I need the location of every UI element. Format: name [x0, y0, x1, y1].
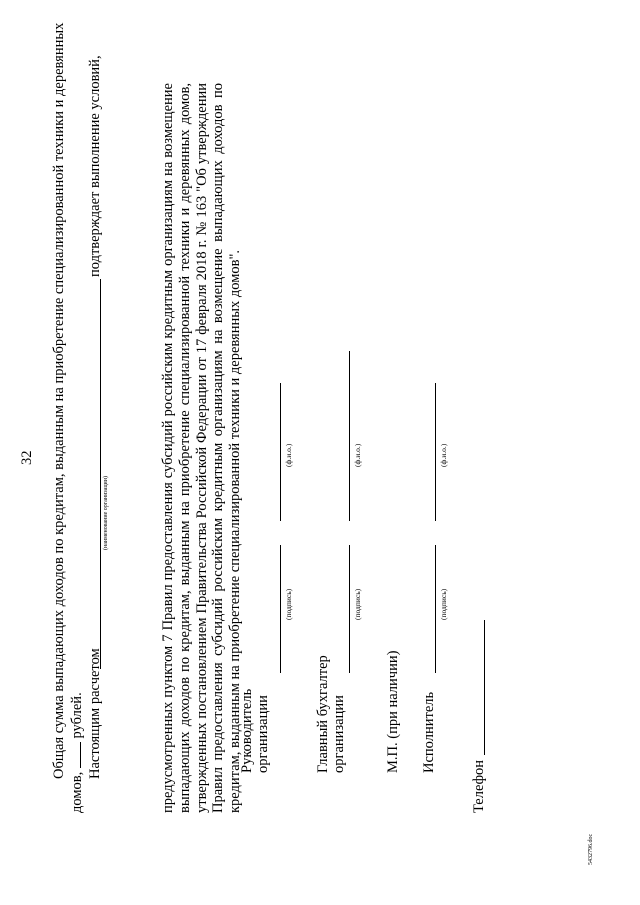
confirm-prefix: Настоящим расчетом [87, 648, 103, 779]
director-label-2: организации [255, 695, 271, 773]
accountant-name-line [349, 351, 350, 521]
director-sign-caption: (подпись) [284, 588, 293, 620]
director-sign-line [280, 545, 281, 673]
director-label-1: Руководитель [239, 688, 255, 773]
amount-blank [80, 742, 81, 768]
executor-label: Исполнитель [421, 691, 437, 773]
accountant-name-caption: (ф.и.о.) [353, 443, 362, 467]
total-amount-rubles-line [68, 692, 86, 813]
phone-label: Телефон [471, 760, 487, 813]
rubles-text: рублей. [69, 692, 85, 743]
accountant-label-2: организации [331, 695, 347, 773]
director-name-line [280, 383, 281, 521]
stamp-label: М.П. (при наличии) [385, 650, 401, 773]
houses-text: домов, [69, 768, 85, 813]
confirm-suffix: подтверждает выполнение условий, [87, 55, 103, 277]
accountant-sign-caption: (подпись) [353, 588, 362, 620]
conditions-paragraph: предусмотренных пунктом 7 Правил предоставления субсидий российским кредитным организациям на возмещение выпадающих доходов по кредитам, выданным на приобретение специализированной техники и деревянных домов, утвержденных постановлением Правительства Российской Федерации от 17 февраля 2018 г. № 163 "Об утверждении Правил предоставления субсидий российским кредитным организациям на возмещение выпадающих доходов по кредитам, выданным на приобретение специализированной техники и деревянных домов". [160, 83, 244, 813]
org-name-blank [100, 279, 101, 669]
director-name-caption: (ф.и.о.) [284, 443, 293, 467]
accountant-sign-line [349, 545, 350, 673]
phone-line [484, 620, 485, 755]
executor-name-caption: (ф.и.о.) [439, 443, 448, 467]
org-name-caption: (наименование организации) [103, 476, 109, 550]
footer-filename: 5432796.doc [588, 833, 594, 865]
executor-name-line [435, 383, 436, 521]
total-amount-line: Общая сумма выпадающих доходов по кредитам, выданным на приобретение специализированной техники и деревянных [51, 22, 67, 779]
accountant-label-1: Главный бухгалтер [315, 655, 331, 773]
executor-sign-line [435, 545, 436, 673]
page-number: 32 [19, 450, 35, 465]
executor-sign-caption: (подпись) [439, 588, 448, 620]
